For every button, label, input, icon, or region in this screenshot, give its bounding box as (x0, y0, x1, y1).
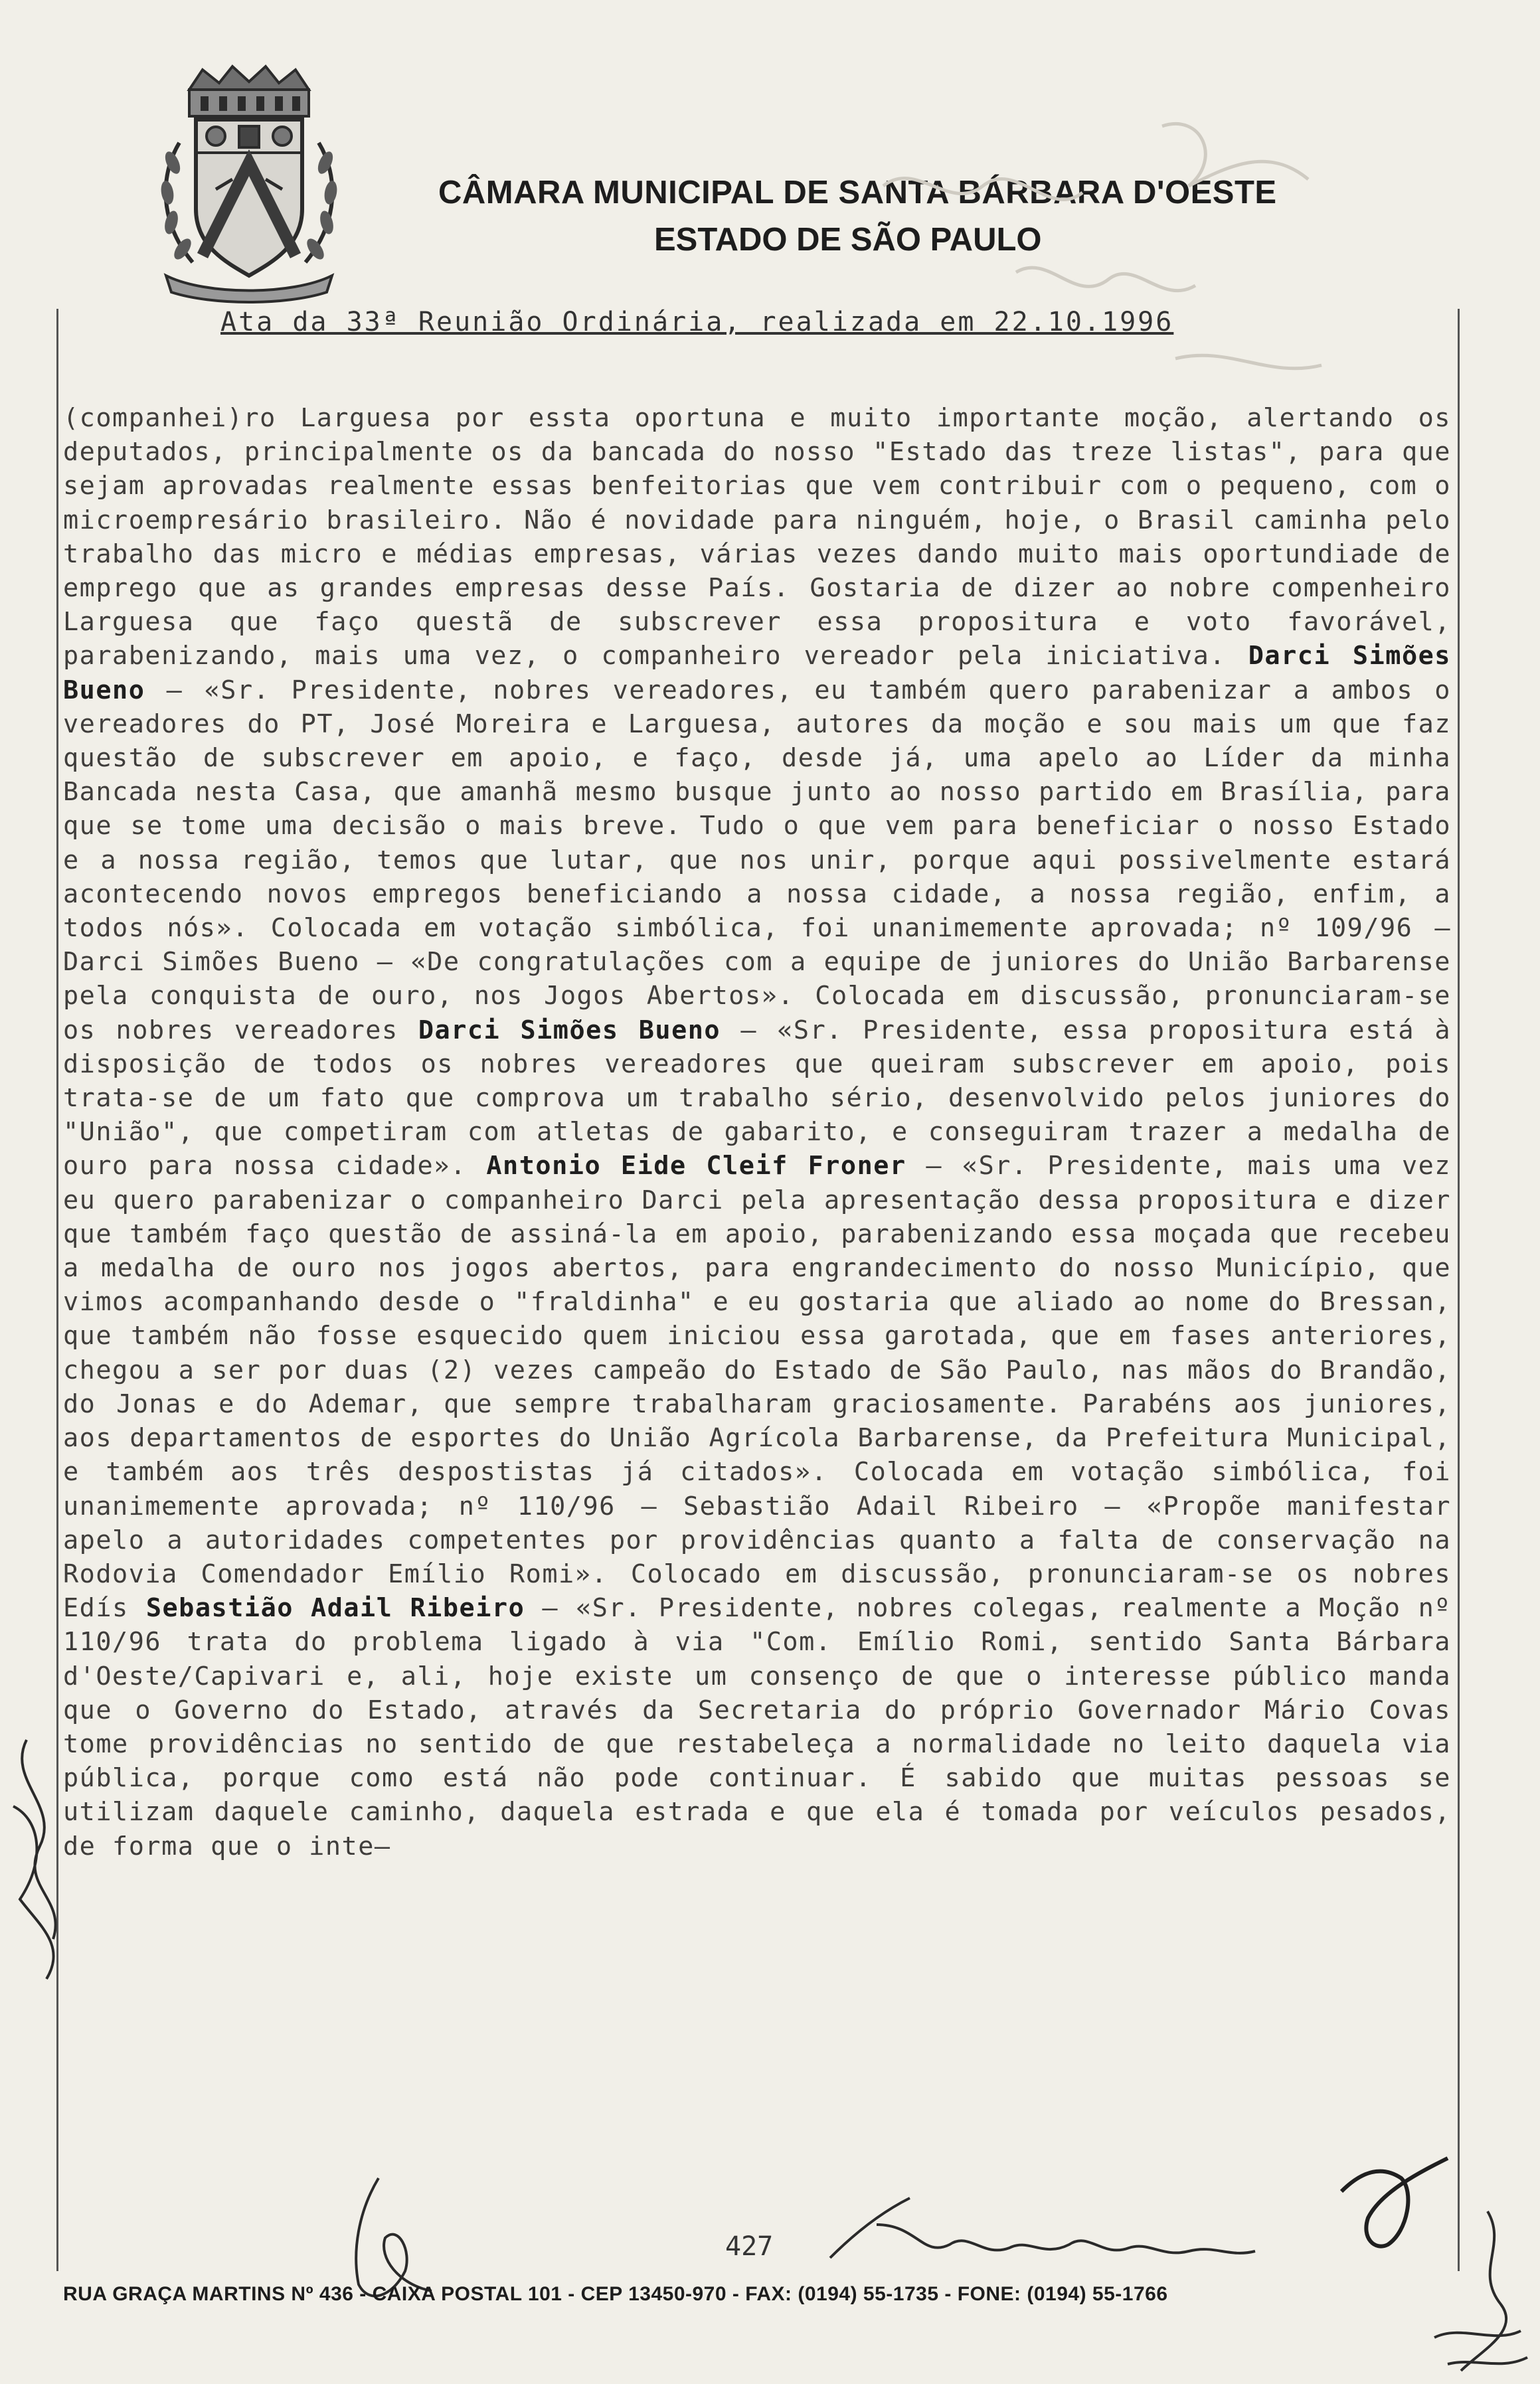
institution-name: CÂMARA MUNICIPAL DE SANTA BÁRBARA D'OESTE (438, 175, 1277, 211)
speaker-name: Sebastião Adail Ribeiro (145, 1593, 525, 1624)
minutes-body (63, 401, 1451, 1863)
minutes-text-segment: – «Sr. Presidente, nobres vereadores, eu também quero parabenizar a ambos o vereadores do PT, José Moreira e Larguesa, autores da moção e sou mais um que faz questão de subscrever em apoio, e faço, desde já, uma apelo ao Líder da minha Bancada nesta Casa, que amanhã mesmo busque junto ao nosso partido em Brasília, para que se tome uma decisão o mais breve. Tudo o que vem para beneficiar o nosso Estado e a nossa região, temos que lutar, que nos unir, porque aqui possivelmente estará acontecendo novos empregos beneficiando a nossa cidade, a nossa região, enfim, a todos nós». Colocada em votação simbólica, foi unanimemente aprovada; nº 109/96 – Darci Simões Bueno – «De congratulações com a equipe de juniores do União Barbarense pela conquista de ouro, nos Jogos Abertos». Colocada em discussão, pronunciaram-se os nobres vereadores (63, 675, 1451, 1045)
minutes-text-segment: (companhei)ro Larguesa por essta oportuna e muito importante moção, alertando os deputados, principalmente os da bancada do nosso "Estado das treze listas", para que sejam aprovadas realmente essas benfeitorias que vem contribuir com o pequeno, com o microempresário brasileiro. Não é novidade para ninguém, hoje, o Brasil caminha pelo trabalho das micro e médias empresas, várias vezes dando muito mais oportundiade de emprego que as grandes empresas desse País. Gostaria de dizer ao nobre compenheiro Larguesa que faço questã de subscrever essa propositura e voto favorável, parabenizando, mais uma vez, o companheiro vereador pela iniciativa. (63, 403, 1451, 671)
minutes-text-segment: – «Sr. Presidente, nobres colegas, realmente a Moção nº 110/96 trata do problema ligado à via "Com. Emílio Romi, sentido Santa Bárbara d'Oeste/Capivari e, ali, hoje existe um consenço de que o interesse público manda que o Governo do Estado, através da Secretaria do próprio Governador Mário Covas tome providências no sentido de que restabeleça a normalidade no leito daquela via pública, porque como está não pode continuar. É sabido que muitas pessoas se utilizam daquele caminho, daquela estrada e que ela é tomada por veículos pesados, de forma que o inte– (63, 1593, 1451, 1861)
municipal-coat-of-arms-icon (153, 63, 345, 305)
page-number: 427 (725, 2231, 774, 2262)
minutes-paragraph (63, 401, 1451, 1863)
speaker-name: Darci Simões Bueno (63, 641, 1451, 705)
page-frame-right (1458, 309, 1460, 2271)
letterhead-footer-address: RUA GRAÇA MARTINS Nº 436 - CAIXA POSTAL 101 - CEP 13450-970 - FAX: (0194) 55-1735 - FONE: (0194) 55-1766 (63, 2283, 1168, 2305)
minutes-title: Ata da 33ª Reunião Ordinária, realizada em 22.10.1996 (220, 307, 1174, 337)
signature-center (817, 2185, 1308, 2284)
state-name: ESTADO DE SÃO PAULO (654, 222, 1042, 258)
minutes-text-segment: – «Sr. Presidente, mais uma vez eu quero parabenizar o companheiro Darci pela apresentação dessa propositura e dizer que também faço questão de assiná-la em apoio, parabenizando essa moçada que recebeu a medalha de ouro nos jogos abertos, para engrandecimento do nosso Município, que vimos acompanhando desde o "fraldinha" e eu gostaria que aliado ao nome do Bressan, que também não fosse esquecido quem iniciou essa garotada, que em fases anteriores, chegou a ser por duas (2) vezes campeão do Estado de São Paulo, nas mãos do Brandão, do Jonas e do Ademar, que sempre trabalharam graciosamente. Parabéns aos juniores, aos departamentos de esportes do União Agrícola Barbarense, da Prefeitura Municipal, e também aos três despostistas já citados». Colocada em votação simbólica, foi unanimemente aprovada; nº 110/96 – Sebastião Adail Ribeiro – «Propõe manifestar apelo a autoridades competentes por providências quanto a falta de conservação na Rodovia Comendador Emílio Romi». Colocado em discussão, pronunciaram-se os nobres Edís (63, 1151, 1451, 1624)
bleed-through-marks (764, 106, 1428, 405)
signature-margin-left (0, 1727, 86, 1992)
speaker-name: Darci Simões Bueno (418, 1015, 721, 1045)
speaker-name: Antonio Eide Cleif Froner (486, 1151, 906, 1181)
minutes-text-segment: – «Sr. Presidente, essa propositura está à disposição de todos os nobres vereadores que queiram subscrever em apoio, pois trata-se de um fato que comprova um trabalho sério, desenvolvido pelos juniores do "União", que competiram com atletas de gabarito, e conseguiram trazer a medalha de ouro para nossa cidade». (63, 1015, 1451, 1181)
